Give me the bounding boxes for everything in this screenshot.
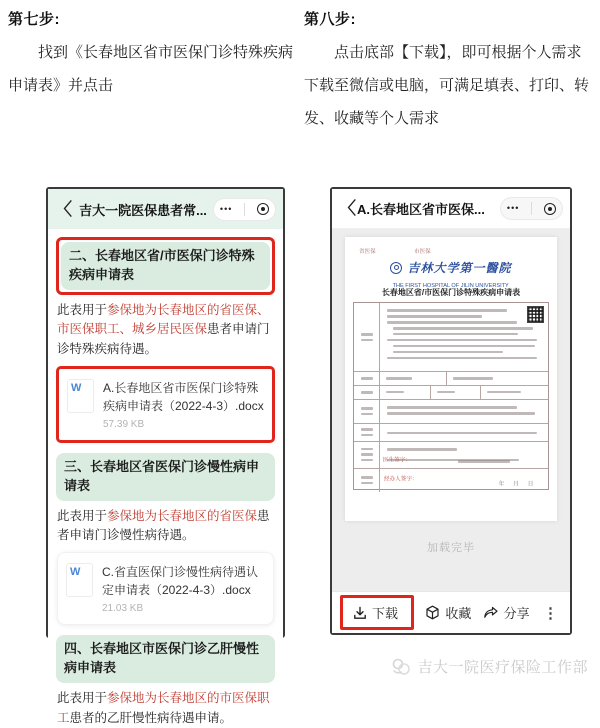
- step8-title: 第八步:: [304, 11, 356, 28]
- section4-description: [57, 689, 274, 728]
- stamp-city: 市医保: [414, 248, 431, 255]
- annotation-box-file: [56, 366, 275, 443]
- step7-text: 找到《长春地区省市医保门诊特殊疾病申请表》并点击: [8, 44, 294, 94]
- hospital-emblem-icon: [390, 262, 402, 274]
- annotation-box-section-heading: [56, 237, 275, 295]
- word-doc-icon: W: [66, 563, 93, 597]
- document-page: [345, 237, 557, 521]
- share-button[interactable]: [483, 603, 530, 622]
- desc-text-red: 参保地为长春地区的省医保、市医保职工、城乡居民医保: [57, 302, 270, 337]
- wechat-capsule[interactable]: [500, 197, 563, 220]
- capsule-divider: [531, 202, 532, 215]
- form-row-treatment: [354, 399, 548, 423]
- desc-text: 此表用于: [57, 690, 108, 705]
- watermark-text: 吉大一院医疗保险工作部: [417, 659, 588, 676]
- screenshot-doc-preview: [330, 187, 572, 635]
- section3-heading: 三、长春地区省医保门诊慢性病申请表: [56, 453, 275, 501]
- date-placeholder: 年 月 日: [498, 480, 534, 487]
- stamp-province: 省医保: [359, 248, 376, 255]
- favorite-box-icon: [425, 605, 440, 620]
- form-title: 长春地区省/市医保门诊特殊疾病申请表: [381, 288, 521, 297]
- form-row-notes: [354, 303, 548, 371]
- step7-title: 第七步:: [8, 11, 60, 28]
- file-name: C.省直医保门诊慢性病待遇认定申请表（2022-4-3）.docx: [102, 565, 259, 598]
- desc-text-red: 参保地为长春地区的市医保职工: [57, 690, 270, 725]
- share-arrow-icon: [483, 606, 499, 620]
- close-minimize-icon[interactable]: [257, 203, 269, 215]
- favorite-button[interactable]: [425, 603, 471, 622]
- section2-description: [57, 301, 274, 360]
- desc-text: 患者申请门诊慢性病待遇。: [57, 508, 270, 543]
- file-info: [103, 379, 264, 430]
- section2-heading: 二、长春地区省/市医保门诊特殊疾病申请表: [61, 242, 270, 290]
- more-options-icon[interactable]: ⋮: [542, 604, 558, 622]
- section3-description: [57, 507, 274, 547]
- file-list-body: [48, 229, 283, 728]
- load-complete-text: 加载完毕: [427, 542, 475, 554]
- back-icon[interactable]: 〈: [339, 199, 356, 218]
- doc-corner-stamps: [353, 245, 549, 255]
- more-menu-icon[interactable]: •••: [219, 203, 233, 214]
- file-info: [102, 563, 265, 614]
- file-item-special-disease[interactable]: [61, 371, 270, 438]
- form-row-hospital-opinion: [354, 441, 548, 468]
- annotation-box-download: [340, 595, 414, 630]
- wechat-capsule[interactable]: [213, 198, 276, 221]
- download-icon: [353, 606, 367, 620]
- department-logo-icon: [390, 657, 412, 677]
- section4-heading: 四、长春地区市医保门诊乙肝慢性病申请表: [56, 635, 275, 683]
- file-name: A.长春地区省市医保门诊特殊疾病申请表（2022-4-3）.docx: [103, 380, 264, 413]
- favorite-label: 收藏: [445, 606, 472, 621]
- desc-text: 患者申请门诊特殊疾病待遇。: [57, 322, 270, 357]
- handler-signature-label: 经办人签字：: [384, 475, 418, 482]
- desc-text-red: 参保地为长春地区的省医保: [107, 508, 258, 523]
- doc-preview-toolbar: [332, 591, 570, 633]
- application-form-table: [353, 302, 549, 490]
- doc-preview-scroll-area[interactable]: [332, 229, 570, 591]
- capsule-divider: [244, 203, 245, 216]
- download-button[interactable]: [353, 603, 398, 622]
- form-row-id: [354, 371, 548, 385]
- qr-code: [527, 306, 544, 323]
- file-size: 57.39 KB: [103, 418, 145, 430]
- doc-preview-header: [332, 189, 570, 229]
- step8-block: [304, 8, 596, 135]
- page-title: 吉大一院医保患者常...: [79, 202, 207, 218]
- file-item-chronic-disease[interactable]: [57, 552, 274, 625]
- download-label: 下载: [372, 606, 399, 621]
- form-row-contact: [354, 385, 548, 399]
- form-row-review: [354, 468, 548, 492]
- step7-block: [8, 8, 298, 102]
- watermark: [390, 656, 588, 677]
- hospital-name-cn: 吉林大学第一醫院: [407, 261, 512, 275]
- word-doc-icon: W: [67, 379, 94, 413]
- step8-text: 点击底部【下载】，即可根据个人需求下载至微信或电脑，可满足填表、打印、转发、收藏等个人需求: [304, 44, 590, 127]
- doc-title-bar: A.长春地区省市医保...: [357, 202, 485, 217]
- desc-text: 此表用于: [57, 302, 108, 317]
- desc-text: 患者的乙肝慢性病待遇申请。: [69, 710, 233, 725]
- screenshot-file-list: [46, 187, 285, 725]
- form-row-diagnosis: [354, 423, 548, 441]
- desc-text: 此表用于: [57, 508, 108, 523]
- hospital-logo-row: [353, 259, 549, 276]
- doctor-signature-label: 医生签字：: [383, 456, 411, 463]
- share-label: 分享: [503, 606, 530, 621]
- miniprogram-header: [48, 189, 283, 229]
- more-menu-icon[interactable]: •••: [506, 203, 520, 213]
- back-icon[interactable]: 〈: [55, 199, 72, 219]
- close-minimize-icon[interactable]: [544, 203, 556, 215]
- file-size: 21.03 KB: [102, 603, 144, 615]
- hospital-name-en: THE FIRST HOSPITAL OF JILIN UNIVERSITY: [392, 281, 510, 289]
